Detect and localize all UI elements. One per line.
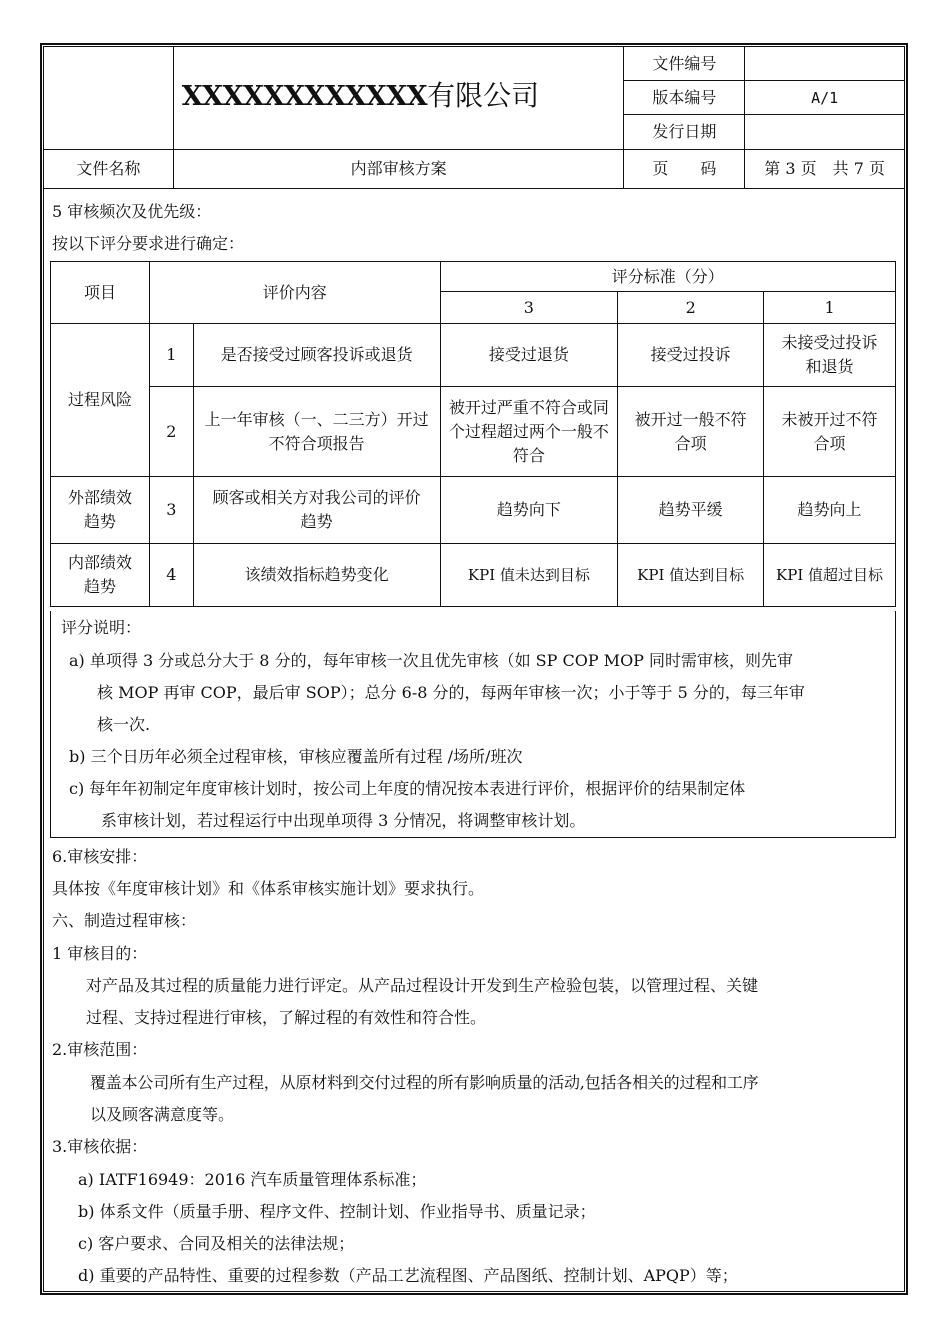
row-group: 过程风险 (51, 324, 150, 477)
table-row (51, 387, 896, 477)
basis-item-a: a) IATF16949：2016 汽车质量管理体系标准； (78, 1170, 427, 1189)
table-row (51, 477, 896, 544)
company-name-main: XXXXXXXXXXXX (181, 81, 428, 112)
row-score1: 未被开过不符合项 (764, 387, 896, 477)
score-2-header: 2 (618, 292, 764, 324)
doc-no-label: 文件编号 (624, 47, 745, 81)
page-label: 页 码 (624, 150, 745, 189)
row-no: 2 (149, 387, 193, 477)
score-1-header: 1 (764, 292, 896, 324)
note-c-line1: c) 每年年初制定年度审核计划时，按公司上年度的情况按本表进行评价，根据评价的结果制定体 (69, 779, 746, 798)
score-3-header: 3 (440, 292, 618, 324)
document-header (43, 46, 905, 189)
scope-text-line2: 以及顾客满意度等。 (90, 1105, 235, 1124)
scope-text-line1: 覆盖本公司所有生产过程，从原材料到交付过程的所有影响质量的活动,包括各相关的过程和工序 (90, 1073, 759, 1092)
row-score3: 被开过严重不符合或同个过程超过两个一般不符合 (440, 387, 618, 477)
doc-name-label: 文件名称 (44, 150, 174, 189)
basis-item-d: d) 重要的产品特性、重要的过程参数（产品工艺流程图、产品图纸、控制计划、APQP）等； (78, 1266, 738, 1285)
row-no: 3 (149, 477, 193, 544)
doc-no-value (745, 47, 905, 81)
section5-intro: 按以下评分要求进行确定： (52, 234, 245, 253)
scope-title: 2.审核范围： (52, 1040, 148, 1059)
scoring-notes (50, 611, 896, 838)
version-value: A/1 (745, 81, 905, 115)
doc-name-value: 内部审核方案 (173, 150, 624, 189)
row-score3: KPI 值未达到目标 (440, 544, 618, 607)
issue-date-label: 发行日期 (624, 115, 745, 150)
section5-title: 5 审核频次及优先级： (52, 202, 212, 221)
basis-title: 3.审核依据： (52, 1137, 148, 1156)
issue-date-value (745, 115, 905, 150)
score-table (50, 261, 896, 607)
row-group: 内部绩效趋势 (51, 544, 150, 607)
chapter6-title: 六、制造过程审核： (52, 911, 197, 930)
purpose-title: 1 审核目的： (52, 944, 148, 963)
basis-item-c: c) 客户要求、合同及相关的法律法规； (78, 1234, 355, 1253)
col-content-header: 评价内容 (149, 262, 440, 324)
row-content: 上一年审核（一、二三方）开过不符合项报告 (193, 387, 440, 477)
version-label: 版本编号 (624, 81, 745, 115)
basis-item-b: b) 体系文件（质量手册、程序文件、控制计划、作业指导书、质量记录； (78, 1202, 596, 1221)
row-score2: 接受过投诉 (618, 324, 764, 387)
row-content: 顾客或相关方对我公司的评价趋势 (193, 477, 440, 544)
row-content: 该绩效指标趋势变化 (193, 544, 440, 607)
company-name (173, 47, 624, 150)
row-score3: 趋势向下 (440, 477, 618, 544)
section6-text: 具体按《年度审核计划》和《体系审核实施计划》要求执行。 (52, 879, 485, 898)
note-a-line3: 核一次. (97, 715, 151, 734)
table-row (51, 324, 896, 387)
page-value: 第 3 页 共 7 页 (745, 150, 905, 189)
row-score2: KPI 值达到目标 (618, 544, 764, 607)
purpose-text-line2: 过程、支持过程进行审核，了解过程的有效性和符合性。 (86, 1008, 487, 1027)
row-score3: 接受过退货 (440, 324, 618, 387)
row-score1: 趋势向上 (764, 477, 896, 544)
section6-title: 6.审核安排： (52, 847, 148, 866)
col-item-header: 项目 (51, 262, 150, 324)
note-a-line1: a) 单项得 3 分或总分大于 8 分的，每年审核一次且优先审核（如 SP COP MOP 同时需审核，则先审 (69, 651, 794, 670)
logo-cell (44, 47, 174, 150)
purpose-text-line1: 对产品及其过程的质量能力进行评定。从产品过程设计开发到生产检验包装，以管理过程、关键 (86, 976, 759, 995)
col-standard-header: 评分标准（分） (440, 262, 895, 292)
note-a-line2: 核 MOP 再审 COP，最后审 SOP）；总分 6-8 分的，每两年审核一次；小于等于 5 分的，每三年审 (97, 683, 805, 702)
notes-title: 评分说明： (61, 618, 142, 637)
row-score2: 被开过一般不符合项 (618, 387, 764, 477)
row-score1: 未接受过投诉和退货 (764, 324, 896, 387)
note-c-line2: 系审核计划，若过程运行中出现单项得 3 分情况，将调整审核计划。 (101, 811, 586, 830)
row-content: 是否接受过顾客投诉或退货 (193, 324, 440, 387)
table-row (51, 544, 896, 607)
row-no: 4 (149, 544, 193, 607)
note-b-line1: b) 三个日历年必须全过程审核，审核应覆盖所有过程 /场所/班次 (69, 747, 523, 766)
row-no: 1 (149, 324, 193, 387)
row-score1: KPI 值超过目标 (764, 544, 896, 607)
row-score2: 趋势平缓 (618, 477, 764, 544)
row-group: 外部绩效趋势 (51, 477, 150, 544)
company-name-suffix: 有限公司 (427, 79, 540, 112)
